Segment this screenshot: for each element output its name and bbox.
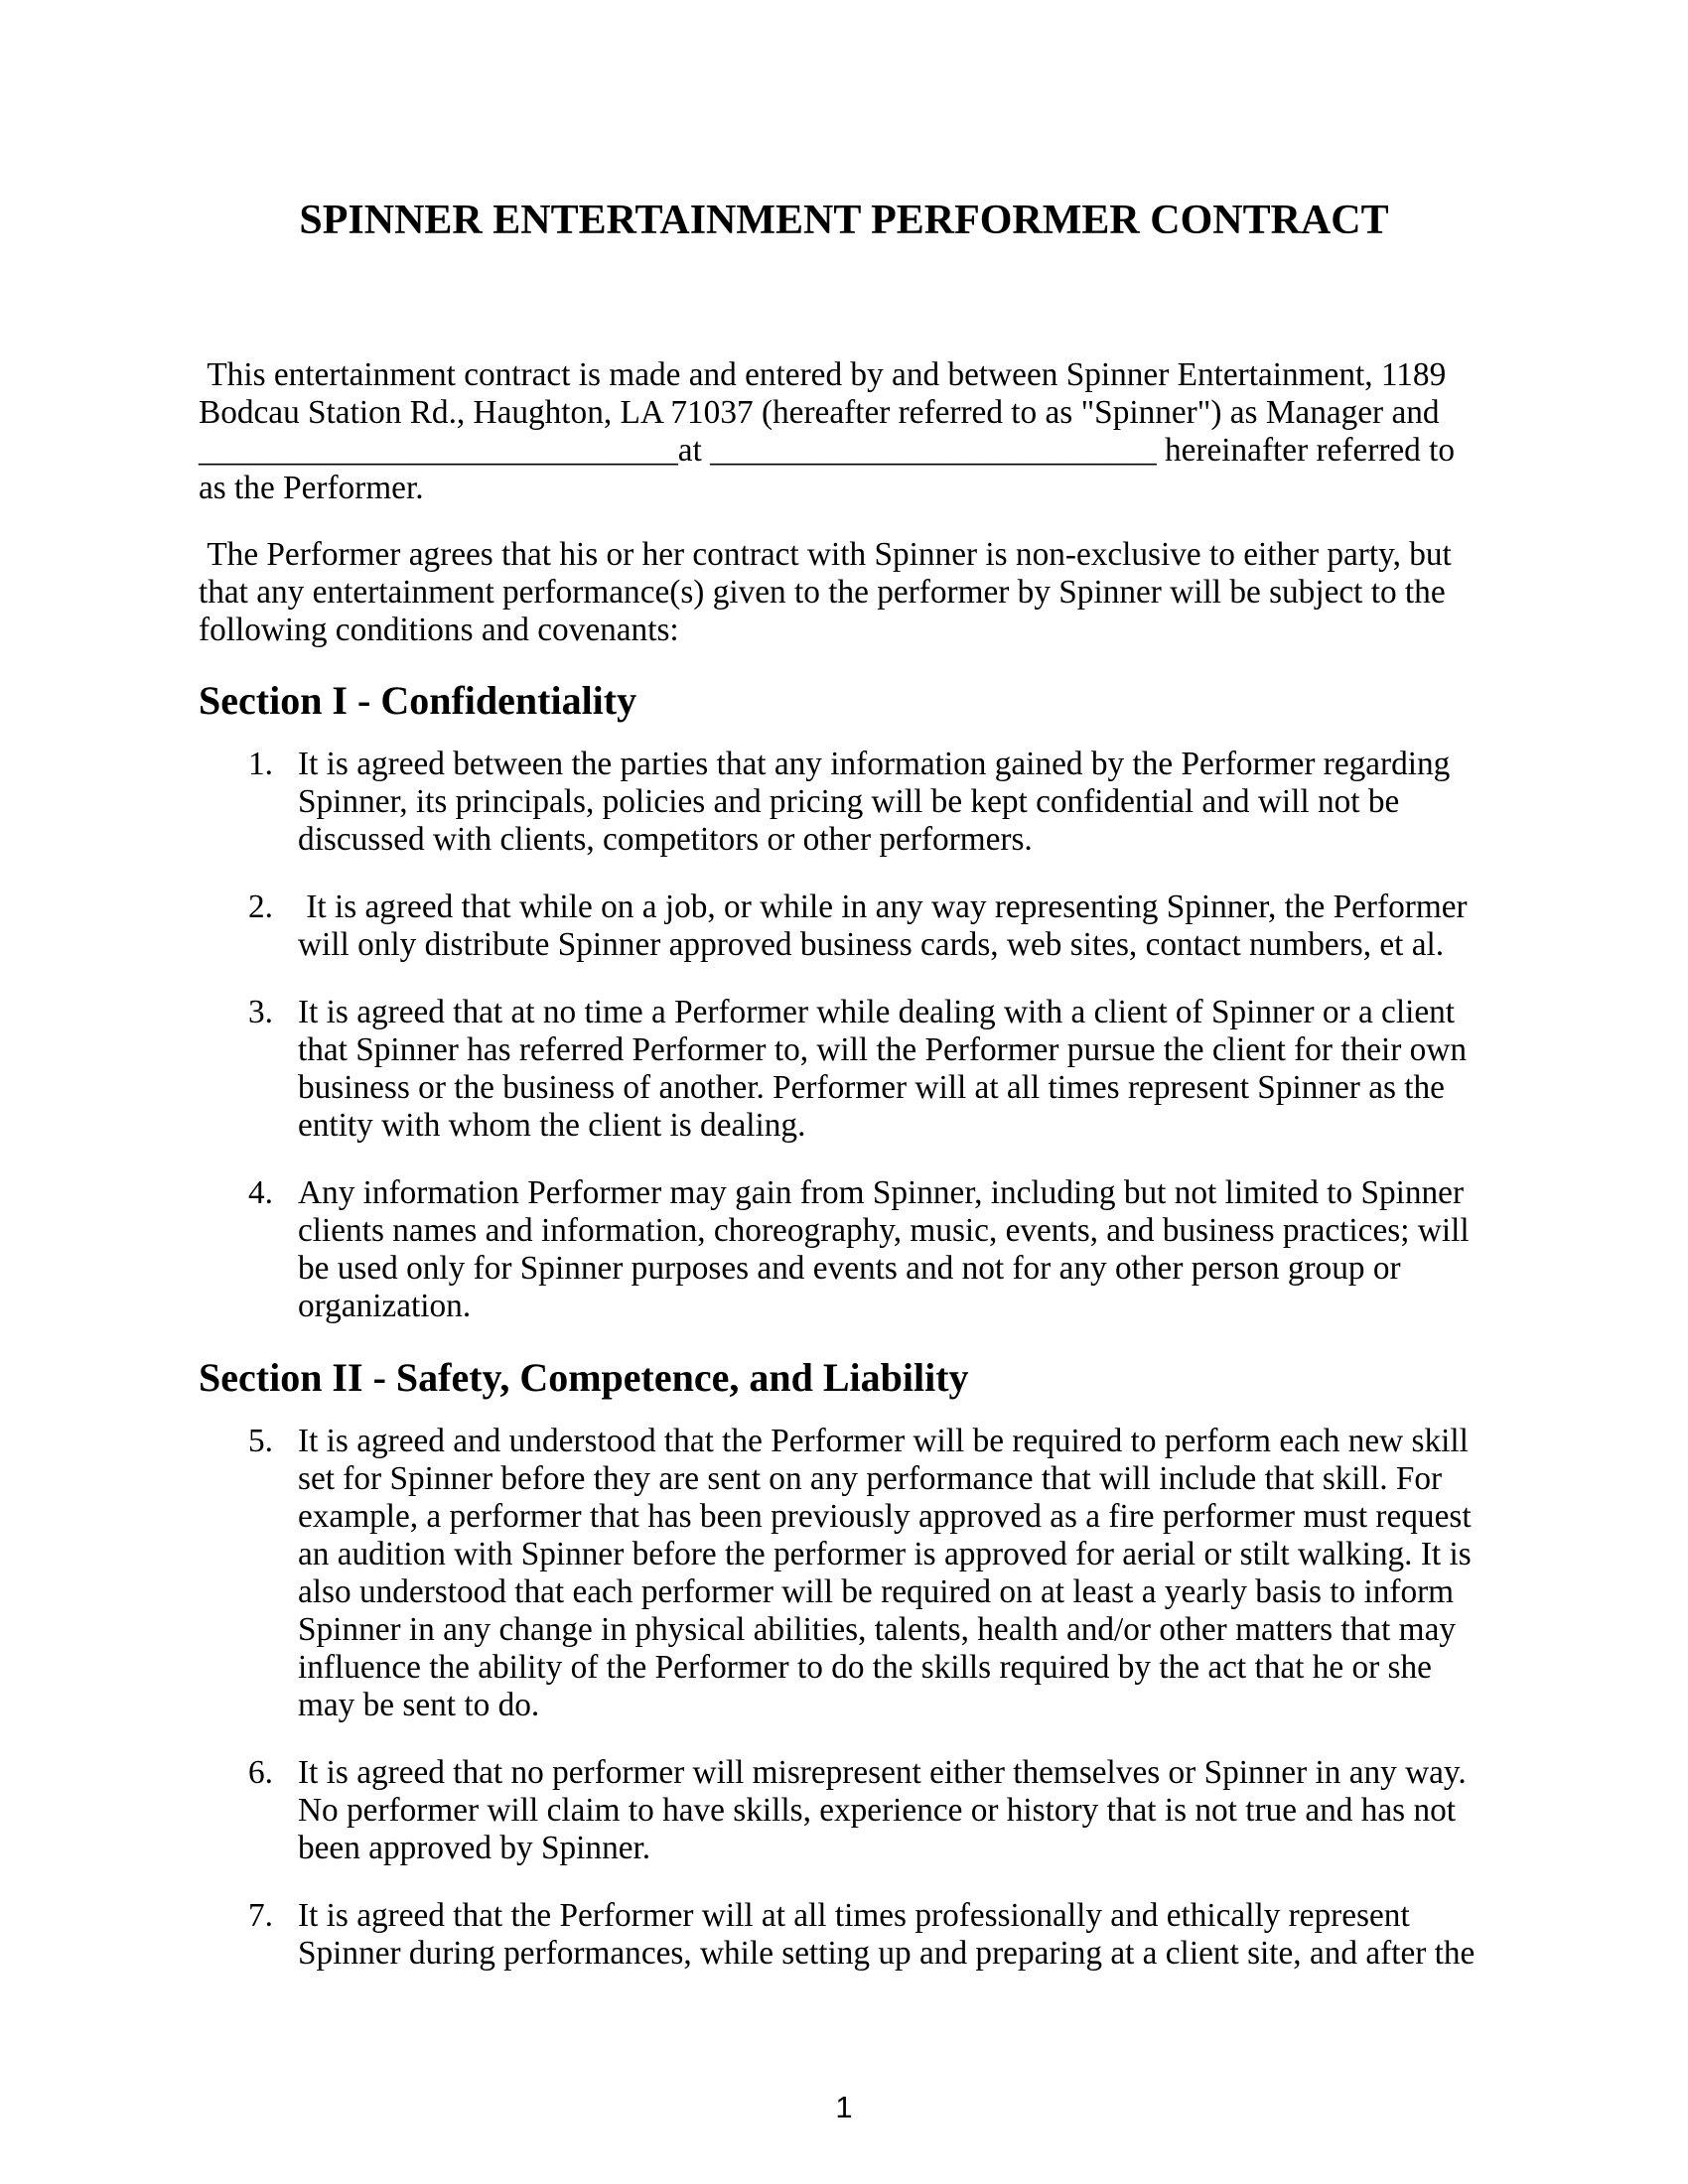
list-item-text: Any information Performer may gain from Spinner, including but not limited to Spinner clients names and information, choreography, music, events, and business practices; will be used only for Spinner purposes and events and not for any other person group or organization. (298, 1174, 1477, 1324)
list-item-number: 1. (248, 746, 273, 782)
safety-list (199, 1423, 1489, 1973)
section-heading-safety-competence-liability: Section II - Safety, Competence, and Liability (199, 1355, 969, 1400)
list-item-number: 4. (248, 1174, 273, 1211)
list-item-number: 6. (248, 1754, 273, 1791)
list-item-6 (199, 1754, 1489, 1867)
list-item-number: 7. (248, 1897, 273, 1934)
list-item-2 (199, 888, 1489, 964)
section-heading-confidentiality: Section I - Confidentiality (199, 678, 637, 723)
list-item-number: 3. (248, 994, 273, 1030)
document-title: SPINNER ENTERTAINMENT PERFORMER CONTRACT (299, 198, 1389, 243)
list-item-1 (199, 746, 1489, 859)
list-item-number: 2. (248, 888, 273, 925)
list-item-text: It is agreed that no performer will misrepresent either themselves or Spinner in any way. No performer will claim to have skills, experience or history that is not true and has not been approved by Spinner. (298, 1754, 1476, 1866)
list-item-text: It is agreed between the parties that any information gained by the Performer regarding Spinner, its principals, policies and pricing will be kept confidential and will not be discussed with clients, competitors or other performers. (298, 746, 1459, 858)
list-item-4 (199, 1174, 1489, 1325)
list-item-text: It is agreed that at no time a Performer while dealing with a client of Spinner or a client that Spinner has referred Performer to, will the Performer pursue the client for their own business or the business of another. Performer will at all times represent Spinner as the entity with whom the client is dealing. (298, 994, 1476, 1144)
confidentiality-list (199, 746, 1489, 1325)
intro-paragraph-parties: This entertainment contract is made and entered by and between Spinner Entertainment, 1189 Bodcau Station Rd., Haughton, LA 71037 (hereafter referred to as "Spinner") as Manager and _____________________________at ___________________________ hereinafter referred to as the Performer. (199, 356, 1464, 506)
list-item-number: 5. (248, 1423, 273, 1459)
list-item-3 (199, 994, 1489, 1145)
intro-paragraph-agreement: The Performer agrees that his or her contract with Spinner is non-exclusive to either party, but that any entertainment performance(s) given to the performer by Spinner will be subject to the following conditions and covenants: (199, 536, 1461, 648)
list-item-text: It is agreed that while on a job, or while in any way representing Spinner, the Performer will only distribute Spinner approved business cards, web sites, contact numbers, et al. (298, 888, 1476, 963)
list-item-5 (199, 1423, 1489, 1724)
page-number: 1 (835, 2090, 853, 2124)
list-item-text: It is agreed and understood that the Performer will be required to perform each new skill set for Spinner before they are sent on any performance that will include that skill. For example, a performer that has been previously approved as a fire performer must request an audition with Spinner before the performer is approved for aerial or stilt walking. It is also understood that each performer will be required on at least a yearly basis to inform Spinner in any change in physical abilities, talents, health and/or other matters that may influence the ability of the Performer to do the skills required by the act that he or she may be sent to do. (298, 1423, 1480, 1723)
list-item-text: It is agreed that the Performer will at all times professionally and ethically represent Spinner during performances, while setting up and preparing at a client site, and after the (298, 1897, 1476, 1972)
list-item-7 (199, 1897, 1489, 1973)
